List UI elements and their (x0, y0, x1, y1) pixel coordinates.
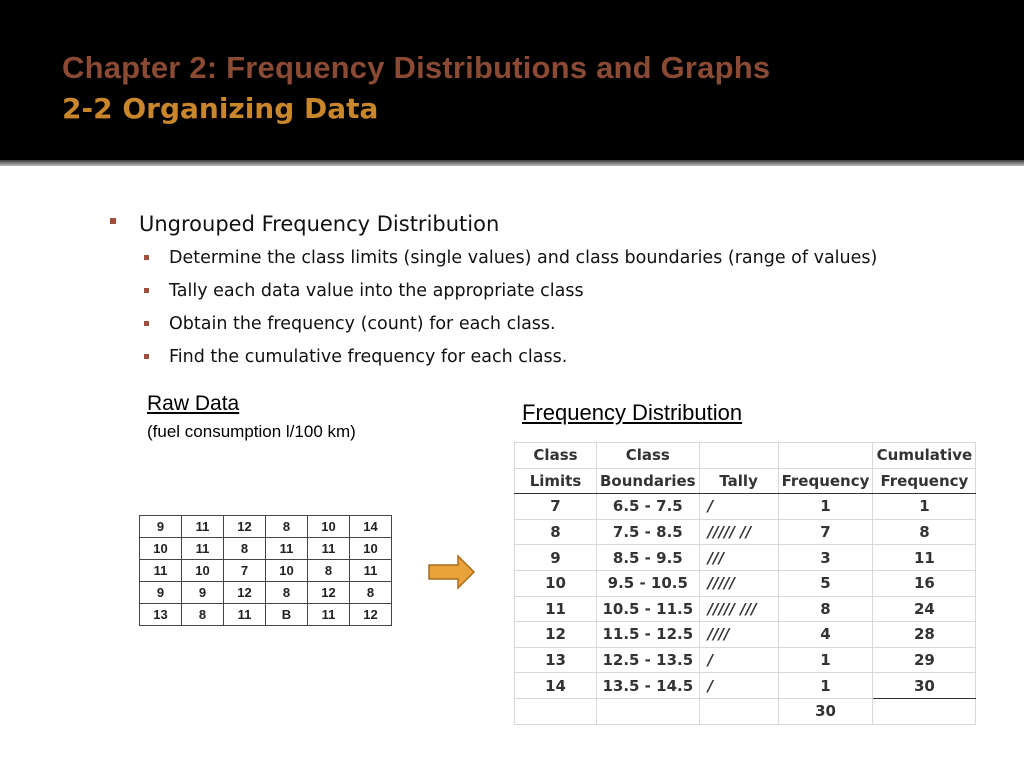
class-boundary-cell: 7.5 - 8.5 (597, 519, 700, 545)
table-cell: 9 (140, 582, 182, 604)
slide-subtitle: 2-2 Organizing Data (62, 92, 379, 125)
sub-bullet: Find the cumulative frequency for each class. (169, 347, 568, 367)
column-header: Tally (699, 468, 778, 494)
table-cell: 11 (350, 560, 392, 582)
class-limit-cell: 12 (515, 622, 597, 648)
table-cell: 10 (266, 560, 308, 582)
table-cell: 8 (266, 582, 308, 604)
slide-title: Chapter 2: Frequency Distributions and Graphs (62, 50, 771, 85)
table-row (515, 647, 976, 673)
class-limit-cell: 13 (515, 647, 597, 673)
raw-data-table (139, 515, 392, 626)
cumulative-frequency-cell: 28 (873, 622, 976, 648)
table-cell: 11 (308, 604, 350, 626)
table-cell: 12 (350, 604, 392, 626)
class-boundary-cell: 13.5 - 14.5 (597, 673, 700, 699)
cumulative-frequency-cell: 30 (873, 673, 976, 699)
table-cell: 9 (140, 516, 182, 538)
class-limit-cell: 14 (515, 673, 597, 699)
empty-cell (597, 698, 700, 724)
column-header: Frequency (873, 468, 976, 494)
cumulative-frequency-cell: 29 (873, 647, 976, 673)
table-row (140, 604, 392, 626)
tally-cell: /// (699, 545, 778, 571)
sub-bullet: Determine the class limits (single values) and class boundaries (range of values) (169, 248, 878, 268)
frequency-distribution-table (514, 442, 976, 725)
class-boundary-cell: 11.5 - 12.5 (597, 622, 700, 648)
empty-cell (515, 698, 597, 724)
sub-bullet-marker (144, 255, 149, 260)
table-cell: 14 (350, 516, 392, 538)
raw-data-subtitle: (fuel consumption l/100 km) (147, 422, 356, 441)
slide-content (0, 166, 1024, 768)
column-header: Limits (515, 468, 597, 494)
frequency-cell: 1 (778, 494, 873, 520)
table-row (515, 622, 976, 648)
bullet-marker (110, 218, 116, 224)
table-cell: 8 (224, 538, 266, 560)
table-header-row (515, 443, 976, 469)
raw-data-title: Raw Data (147, 392, 240, 415)
table-cell: 11 (182, 516, 224, 538)
table-row (515, 545, 976, 571)
class-limit-cell: 7 (515, 494, 597, 520)
cumulative-frequency-cell: 8 (873, 519, 976, 545)
table-row (140, 560, 392, 582)
tally-cell: ///// (699, 570, 778, 596)
table-cell: 7 (224, 560, 266, 582)
tally-cell: / (699, 673, 778, 699)
table-cell: 8 (266, 516, 308, 538)
table-cell: B (266, 604, 308, 626)
table-cell: 11 (308, 538, 350, 560)
frequency-total-cell: 30 (778, 698, 873, 724)
column-header: Frequency (778, 468, 873, 494)
table-cell: 12 (224, 516, 266, 538)
class-limit-cell: 10 (515, 570, 597, 596)
bullet-main: Ungrouped Frequency Distribution (139, 212, 500, 236)
tally-cell: / (699, 647, 778, 673)
table-row (140, 538, 392, 560)
table-cell: 12 (308, 582, 350, 604)
table-row (140, 582, 392, 604)
table-cell: 8 (182, 604, 224, 626)
sub-bullet: Tally each data value into the appropriate class (169, 281, 584, 301)
right-arrow-icon (428, 554, 476, 595)
table-row (515, 596, 976, 622)
table-cell: 11 (182, 538, 224, 560)
frequency-cell: 4 (778, 622, 873, 648)
table-cell: 8 (350, 582, 392, 604)
table-cell: 8 (308, 560, 350, 582)
table-cell: 13 (140, 604, 182, 626)
table-row (515, 519, 976, 545)
column-header: Class (597, 443, 700, 469)
class-boundary-cell: 9.5 - 10.5 (597, 570, 700, 596)
column-header (778, 443, 873, 469)
table-row (140, 516, 392, 538)
class-limit-cell: 11 (515, 596, 597, 622)
table-cell: 11 (224, 604, 266, 626)
class-boundary-cell: 6.5 - 7.5 (597, 494, 700, 520)
empty-cell (699, 698, 778, 724)
frequency-cell: 8 (778, 596, 873, 622)
frequency-cell: 1 (778, 673, 873, 699)
cumulative-frequency-cell: 11 (873, 545, 976, 571)
table-cell: 10 (182, 560, 224, 582)
frequency-cell: 1 (778, 647, 873, 673)
tally-cell: //// (699, 622, 778, 648)
frequency-distribution-title: Frequency Distribution (522, 400, 743, 425)
frequency-cell: 5 (778, 570, 873, 596)
tally-cell: / (699, 494, 778, 520)
sub-bullet: Obtain the frequency (count) for each class. (169, 314, 556, 334)
frequency-cell: 3 (778, 545, 873, 571)
table-cell: 11 (266, 538, 308, 560)
class-boundary-cell: 8.5 - 9.5 (597, 545, 700, 571)
table-cell: 12 (224, 582, 266, 604)
table-cell: 10 (350, 538, 392, 560)
class-boundary-cell: 10.5 - 11.5 (597, 596, 700, 622)
cumulative-frequency-cell: 1 (873, 494, 976, 520)
table-row (515, 570, 976, 596)
sub-bullet-marker (144, 321, 149, 326)
slide-header (0, 0, 1024, 160)
frequency-cell: 7 (778, 519, 873, 545)
empty-cell (873, 698, 976, 724)
column-header: Cumulative (873, 443, 976, 469)
table-cell: 11 (140, 560, 182, 582)
table-cell: 10 (308, 516, 350, 538)
tally-cell: ///// /// (699, 596, 778, 622)
class-limit-cell: 8 (515, 519, 597, 545)
table-cell: 9 (182, 582, 224, 604)
sub-bullet-marker (144, 288, 149, 293)
tally-cell: ///// // (699, 519, 778, 545)
column-header: Class (515, 443, 597, 469)
sub-bullet-marker (144, 354, 149, 359)
table-row (515, 494, 976, 520)
column-header (699, 443, 778, 469)
table-header-row (515, 468, 976, 494)
class-boundary-cell: 12.5 - 13.5 (597, 647, 700, 673)
total-row (515, 698, 976, 724)
column-header: Boundaries (597, 468, 700, 494)
table-row (515, 673, 976, 699)
table-cell: 10 (140, 538, 182, 560)
class-limit-cell: 9 (515, 545, 597, 571)
cumulative-frequency-cell: 24 (873, 596, 976, 622)
cumulative-frequency-cell: 16 (873, 570, 976, 596)
